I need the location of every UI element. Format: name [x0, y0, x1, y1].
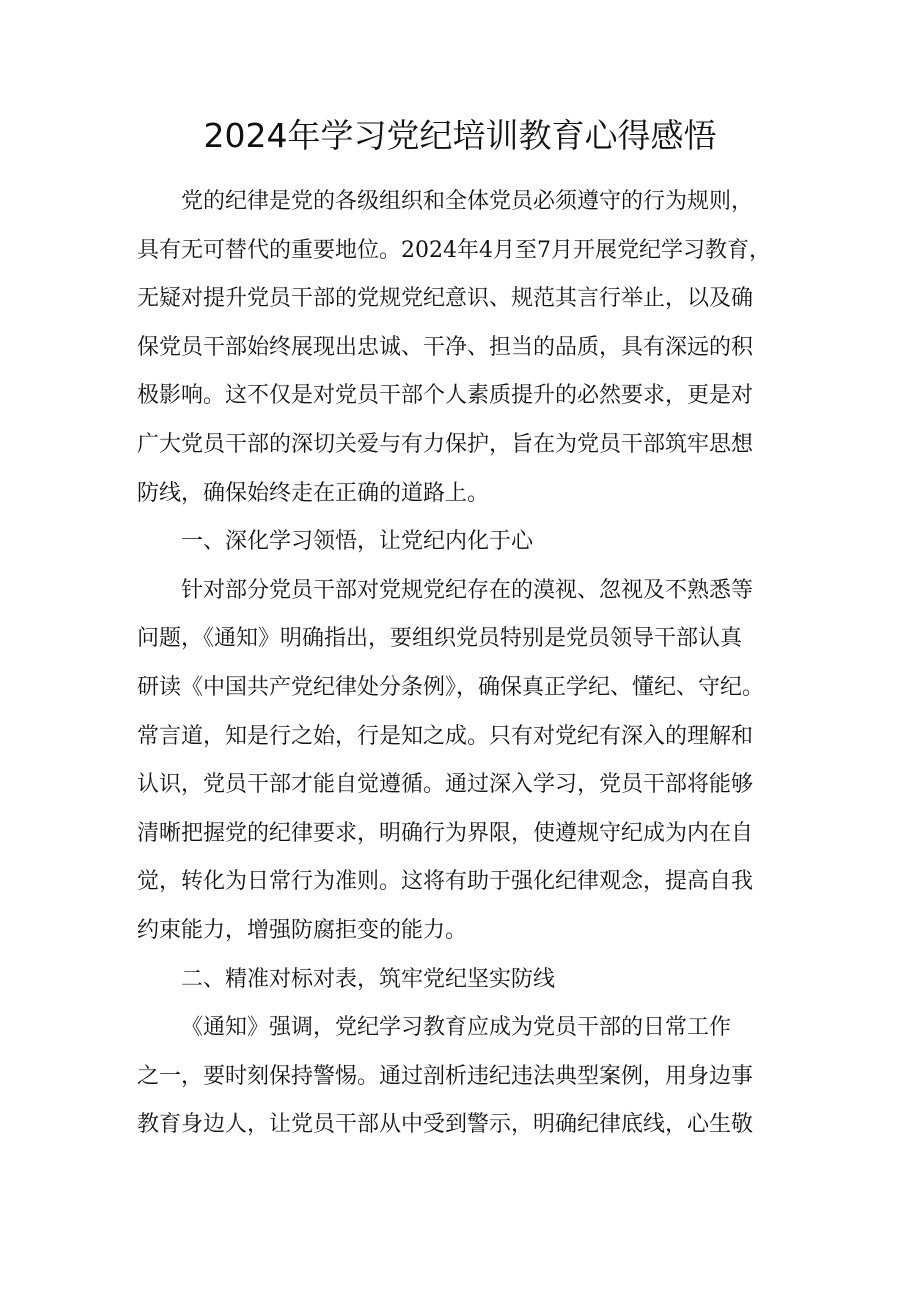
- paragraph-line: 清晰把握党的纪律要求，明确行为界限，使遵规守纪成为内在自: [137, 820, 754, 846]
- paragraph-line: 极影响。这不仅是对党员干部个人素质提升的必然要求，更是对: [137, 383, 754, 409]
- section-heading: 二、精准对标对表，筑牢党纪坚实防线: [181, 966, 556, 992]
- paragraph-line: 教育身边人，让党员干部从中受到警示，明确纪律底线，心生敬: [137, 1112, 754, 1138]
- document-title: 2024年学习党纪培训教育心得感悟: [203, 116, 717, 155]
- paragraph-line: 针对部分党员干部对党规党纪存在的漠视、忽视及不熟悉等: [181, 577, 754, 603]
- paragraph-line: 认识，党员干部才能自觉遵循。通过深入学习，党员干部将能够: [137, 772, 754, 798]
- paragraph-line: 保党员干部始终展现出忠诚、干净、担当的品质，具有深远的积: [137, 334, 754, 360]
- paragraph-line: 防线，确保始终走在正确的道路上。: [137, 480, 490, 506]
- paragraph-line: 具有无可替代的重要地位。2024年4月至7月开展党纪学习教育，: [137, 237, 771, 263]
- paragraph-line: 常言道，知是行之始，行是知之成。只有对党纪有深入的理解和: [137, 723, 754, 749]
- paragraph-line: 广大党员干部的深切关爱与有力保护，旨在为党员干部筑牢思想: [137, 431, 754, 457]
- paragraph-line: 研读《中国共产党纪律处分条例》，确保真正学纪、懂纪、守纪。: [137, 674, 765, 700]
- paragraph-line: 约束能力，增强防腐拒变的能力。: [137, 917, 468, 943]
- paragraph-line: 问题，《通知》明确指出，要组织党员特别是党员领导干部认真: [137, 626, 743, 652]
- paragraph-line: 觉，转化为日常行为准则。这将有助于强化纪律观念，提高自我: [137, 869, 754, 895]
- paragraph-line: 党的纪律是党的各级组织和全体党员必须遵守的行为规则，: [181, 189, 754, 214]
- paragraph-line: 《通知》强调，党纪学习教育应成为党员干部的日常工作: [181, 1015, 732, 1041]
- paragraph-line: 之一，要时刻保持警惕。通过剖析违纪违法典型案例，用身边事: [137, 1063, 754, 1089]
- document-body: [137, 178, 797, 1150]
- paragraph-line: 无疑对提升党员干部的党规党纪意识、规范其言行举止，以及确: [137, 286, 754, 312]
- section-heading: 一、深化学习领悟，让党纪内化于心: [181, 529, 534, 555]
